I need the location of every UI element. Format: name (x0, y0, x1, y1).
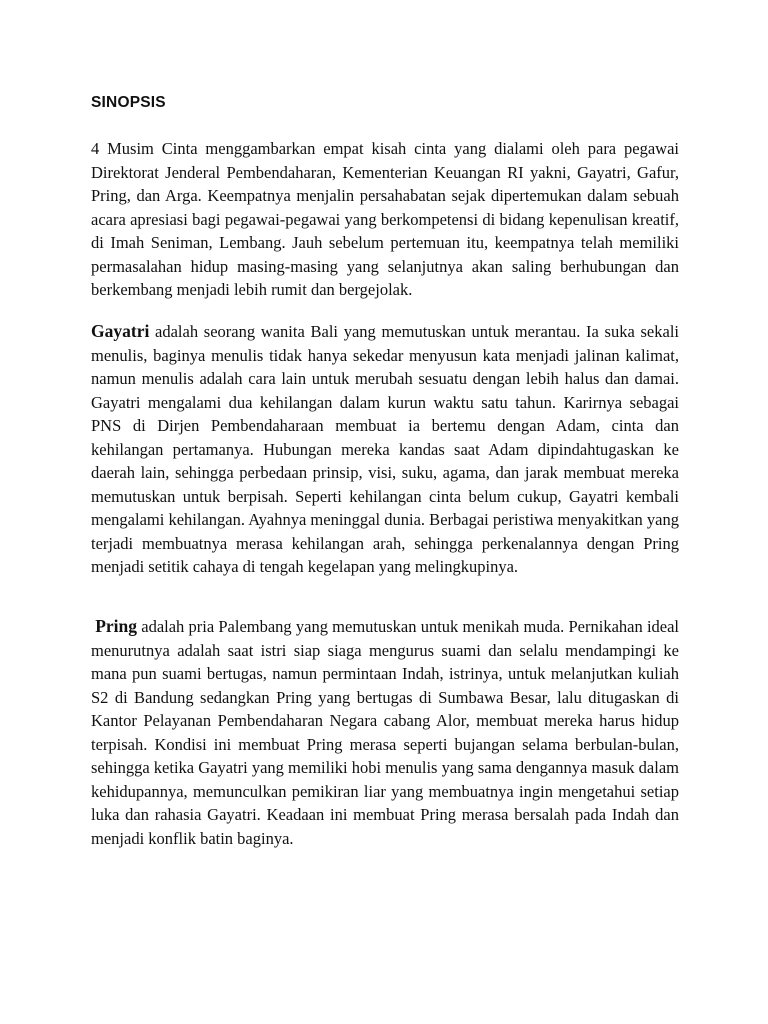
pring-text: adalah pria Palembang yang memutuskan untuk menikah muda. Pernikahan ideal menurutnya adalah saat istri siap siaga mengurus suami dan selalu mendampingi ke mana pun suami bertugas, namun permintaan Indah, istrinya, untuk melanjutkan kuliah S2 di Bandung sedangkan Pring yang bertugas di Sumbawa Besar, lalu ditugaskan di Kantor Pelayanan Pembendaharan Negara cabang Alor, membuat mereka harus hidup terpisah. Kondisi ini membuat Pring merasa seperti bujangan selama berbulan-bulan, sehingga ketika Gayatri yang memiliki hobi menulis yang sama dengannya masuk dalam kehidupannya, memunculkan pemikiran liar yang membuatnya ingin mengetahui setiap luka dan rahasia Gayatri. Keadaan ini membuat Pring merasa bersalah pada Indah dan menjadi konflik batin baginya. (91, 617, 680, 848)
pring-paragraph (91, 615, 679, 850)
gayatri-text: adalah seorang wanita Bali yang memutuskan untuk merantau. Ia suka sekali menulis, baginya menulis tidak hanya sekedar menyusun kata menjadi jalinan kalimat, namun menulis adalah cara lain untuk merubah sesuatu dengan lebih halus dan damai. Gayatri mengalami dua kehilangan dalam kurun waktu satu tahun. Karirnya sebagai PNS di Dirjen Pembendaharaan membuat ia bertemu dengan Adam, cinta dan kehilangan pertamanya. Hubungan mereka kandas saat Adam dipindahtugaskan ke daerah lain, sehingga perbedaan prinsip, visi, suku, agama, dan jarak membuat mereka memutuskan untuk berpisah. Seperti kehilangan cinta belum cukup, Gayatri kembali mengalami kehilangan. Ayahnya meninggal dunia. Berbagai peristiwa menyakitkan yang terjadi membuatnya merasa kehilangan arah, sehingga perkenalannya dengan Pring menjadi setitik cahaya di tengah kegelapan yang melingkupinya. (91, 322, 679, 576)
gayatri-paragraph (91, 320, 679, 579)
pring-name: Pring (95, 616, 138, 636)
gayatri-name: Gayatri (91, 321, 150, 341)
intro-paragraph: 4 Musim Cinta menggambarkan empat kisah cinta yang dialami oleh para pegawai Direktorat Jenderal Pembendaharan, Kementerian Keuangan RI yakni, Gayatri, Gafur, Pring, dan Arga. Keempatnya menjalin persahabatan sejak dipertemukan dalam sebuah acara apresiasi bagi pegawai-pegawai yang berkompetensi di bidang kepenulisan kreatif, di Imah Seniman, Lembang. Jauh sebelum pertemuan itu, keempatnya telah memiliki permasalahan hidup masing-masing yang selanjutnya akan saling berhubungan dan berkembang menjadi lebih rumit dan bergejolak. (91, 139, 679, 299)
page-title: SINOPSIS (91, 94, 166, 111)
